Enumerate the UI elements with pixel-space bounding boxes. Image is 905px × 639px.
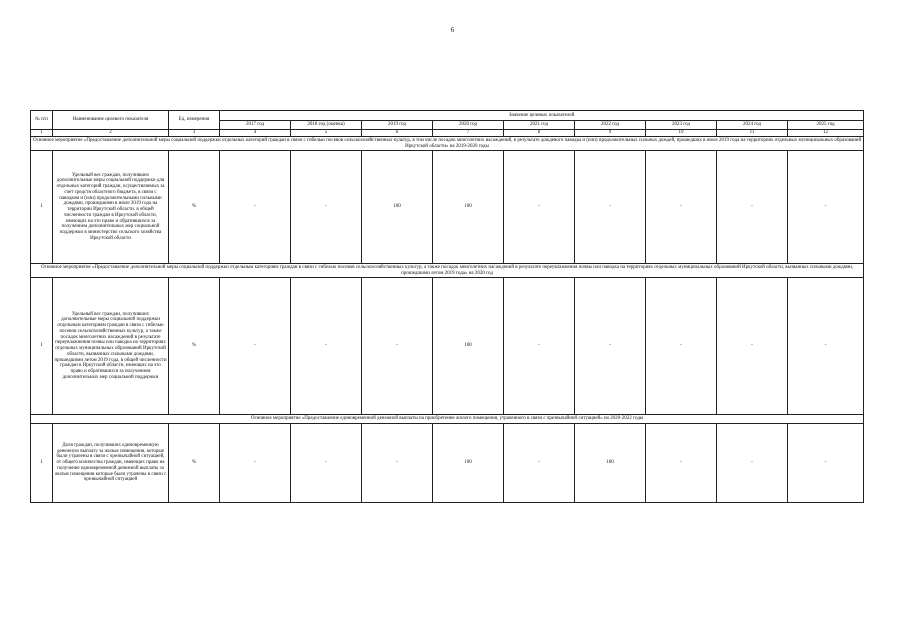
indicator-value: 100 [433,278,504,415]
indicator-value: - [220,151,291,264]
column-number: 9 [575,130,646,137]
indicator-unit: % [169,278,220,415]
indicator-value: - [504,278,575,415]
indicator-value: - [504,151,575,264]
header-year: 2024 год [717,121,788,130]
indicator-value: - [362,278,433,415]
column-number: 6 [362,130,433,137]
section-title: Основное мероприятие «Предоставление дополнительной меры социальной поддержки отдельным категориям граждан в связи с гибелью посевов сельскохозяйственных культур, а также посадок многолетних насаждений в результате переувлажнения почвы или паводка на территориях отдельных муниципальных образований Иркутской области, вызванных сильными дождями, прошедшими летом 2019 года» на 2020 год [31,264,864,278]
target-indicators-table [30,110,864,503]
row-number: 1 [31,151,53,264]
header-year: 2023 год [646,121,717,130]
column-number: 11 [717,130,788,137]
column-number: 10 [646,130,717,137]
indicator-name: Доля граждан, получивших единовременную денежную выплату за жилые помещения, которые были утрачены в связи с чрезвычайной ситуацией, от общего количества граждан, имеющих право на получение единовременной денежной выплаты за жилые помещения которые были утрачены в связи с чрезвычайной ситуацией [53,424,169,503]
indicator-value: - [646,424,717,503]
column-number: 4 [220,130,291,137]
column-number: 1 [31,130,53,137]
indicator-value: - [717,424,788,503]
table-row [31,424,864,503]
column-number: 7 [433,130,504,137]
indicator-value: - [646,151,717,264]
section-row [31,264,864,278]
indicator-name: Удельный вес граждан, получивших дополнительные меры социальной поддержки для отдельных категорий граждан, осуществляемых за счет средств областного бюджета, в связи с паводком и (или) продолжительными сильными дождями, прошедшими в июле 2019 года на территории Иркутской области, в общей численности граждан в Иркутской области, имеющих на это право и обратившихся за получением дополнительных мер социальной поддержки в министерство сельского хозяйства Иркутской области [53,151,169,264]
column-number: 5 [291,130,362,137]
indicator-value: - [788,151,864,264]
indicator-value: - [291,278,362,415]
column-number: 12 [788,130,864,137]
header-values: Значение целевых показателей [220,111,864,121]
column-number: 8 [504,130,575,137]
indicator-value: - [788,424,864,503]
indicator-value: 100 [362,151,433,264]
header-year: 2019 год [362,121,433,130]
indicator-value: 100 [433,151,504,264]
header-year: 2018 год (оценка) [291,121,362,130]
header-num: № п/п [31,111,53,130]
indicator-value: - [717,278,788,415]
header-year: 2022 год [575,121,646,130]
header-row [31,111,864,121]
section-row [31,137,864,151]
row-number: 1 [31,424,53,503]
column-numbers-row [31,130,864,137]
header-year: 2020 год [433,121,504,130]
header-year: 2021 год [504,121,575,130]
table-row [31,278,864,415]
column-number: 3 [169,130,220,137]
header-name: Наименование целевого показателя [53,111,169,130]
page-number: 6 [450,26,455,34]
row-number: 1 [31,278,53,415]
header-year: 2017 год [220,121,291,130]
section-title: Основное мероприятие «Предоставление единовременной денежной выплаты на приобретение жилого помещения, утраченного в связи с чрезвычайной ситуацией» на 2020-2022 годы [31,415,864,424]
indicator-value: - [291,424,362,503]
indicator-value: - [717,151,788,264]
indicator-name: Удельный вес граждан, получивших дополнительные меры социальной поддержки отдельным категориям граждан в связи с гибелью посевов сельскохозяйственных культур, а также посадок многолетних насаждений в результате переувлажнения почвы или паводка на территориях отдельных муниципальных образований Иркутской области, вызванных сильными дождями, прошедшими летом 2019 года, в общей численности граждан в Иркутской области, имеющих на это право и обратившихся за получением дополнительных мер социальной поддержки [53,278,169,415]
header-unit: Ед. измерения [169,111,220,130]
indicator-value: - [788,278,864,415]
indicator-value: - [220,424,291,503]
indicator-value: 100 [433,424,504,503]
indicator-value: - [291,151,362,264]
indicator-value: - [362,424,433,503]
indicator-value: - [220,278,291,415]
table-row [31,151,864,264]
indicator-unit: % [169,151,220,264]
indicator-value: 100 [575,424,646,503]
indicator-value: - [575,151,646,264]
indicator-value: - [575,278,646,415]
indicator-value: - [646,278,717,415]
section-row [31,415,864,424]
indicator-value: - [504,424,575,503]
section-title: Основное мероприятие «Предоставление дополнительной меры социальной поддержки отдельных категорий граждан в связи с гибелью посевов сельскохозяйственных культур, в том числе посадок многолетних насаждений, в результате дождевого паводка и (или) продолжительных сильных дождей, прошедших в июле 2019 года на территориях отдельных муниципальных образований Иркутской области» на 2019-2020 годы [31,137,864,151]
column-number: 2 [53,130,169,137]
header-year: 2025 год [788,121,864,130]
indicator-unit: % [169,424,220,503]
